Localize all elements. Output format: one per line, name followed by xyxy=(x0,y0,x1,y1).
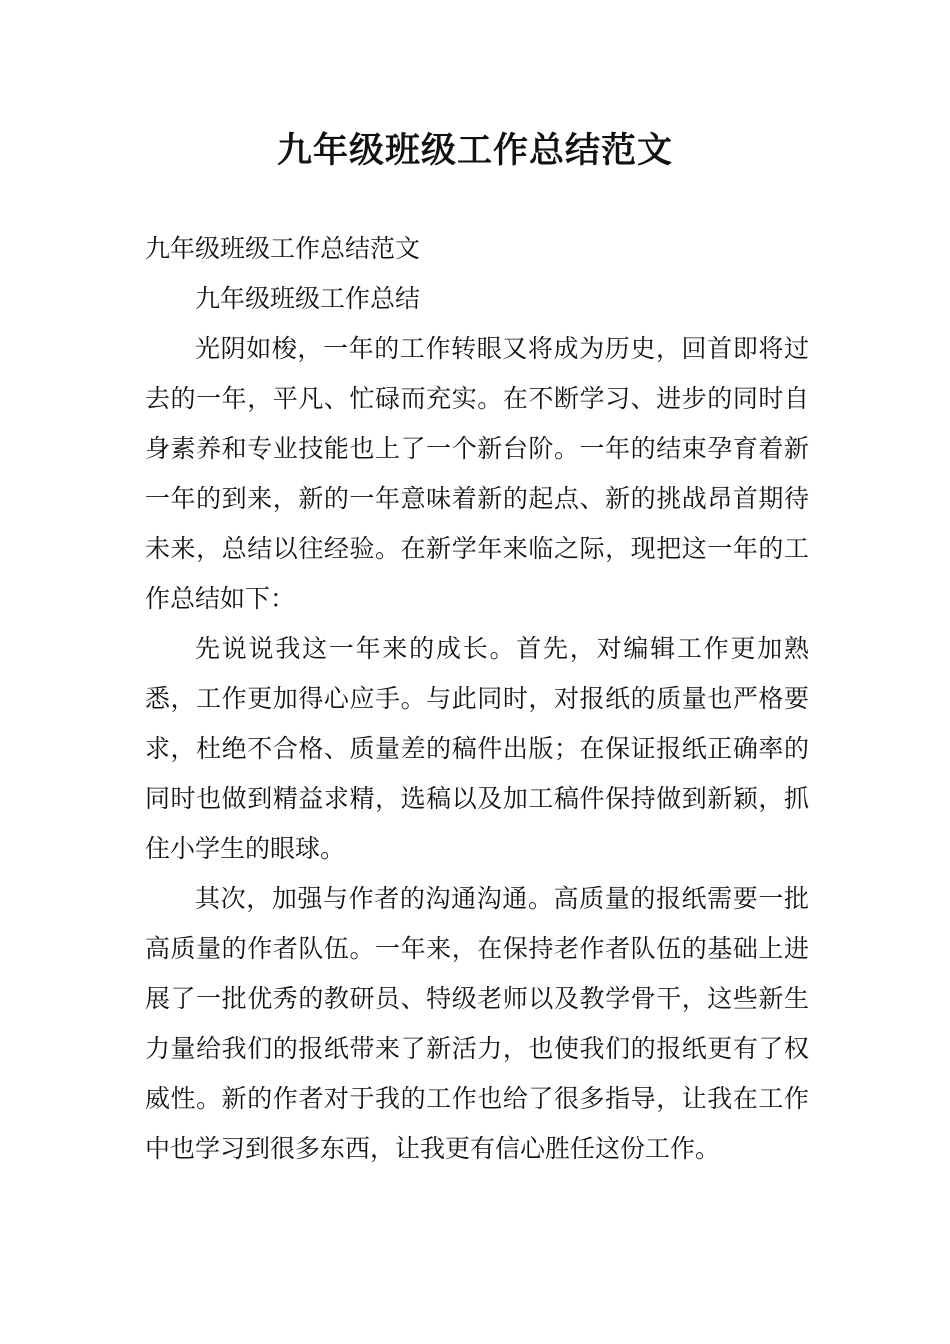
body-subheading: 九年级班级工作总结 xyxy=(195,284,421,313)
body-paragraph-growth: 先说说我这一年来的成长。首先，对编辑工作更加熟悉，工作更加得心应手。与此同时，对报纸的质量也严格要求，杜绝不合格、质量差的稿件出版；在保证报纸正确率的同时也做到精益求精，选稿以及加工稿件保持做到新颖，抓住小学生的眼球。 xyxy=(145,634,809,863)
body-paragraph-authors: 其次，加强与作者的沟通沟通。高质量的报纸需要一批高质量的作者队伍。一年来，在保持老作者队伍的基础上进展了一批优秀的教研员、特级老师以及教学骨干，这些新生力量给我们的报纸带来了新活力，也使我们的报纸更有了权威性。新的作者对于我的工作也给了很多指导，让我在工作中也学习到很多东西，让我更有信心胜任这份工作。 xyxy=(145,884,809,1163)
document-body xyxy=(145,224,809,1174)
body-heading: 九年级班级工作总结范文 xyxy=(145,234,421,263)
body-paragraph-intro: 光阴如梭，一年的工作转眼又将成为历史，回首即将过去的一年，平凡、忙碌而充实。在不断学习、进步的同时自身素养和专业技能也上了一个新台阶。一年的结束孕育着新一年的到来，新的一年意味着新的起点、新的挑战昂首期待未来，总结以往经验。在新学年来临之际，现把这一年的工作总结如下： xyxy=(145,334,809,613)
document-title: 九年级班级工作总结范文 xyxy=(276,131,673,171)
